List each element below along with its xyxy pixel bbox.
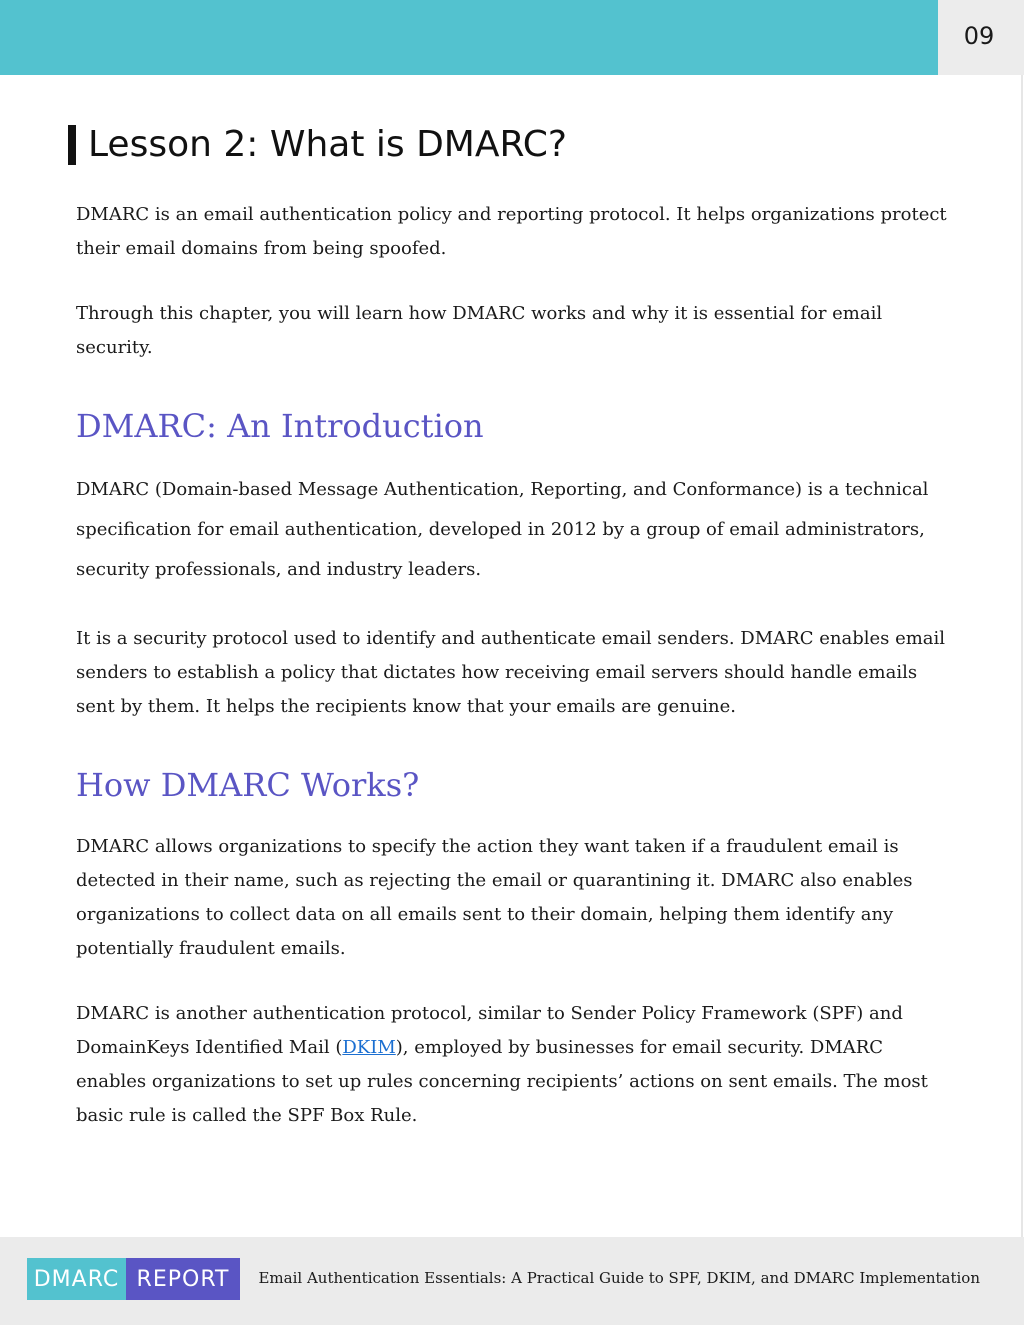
page-number-box [938,0,1024,75]
section-heading-how-it-works: How DMARC Works? [76,766,420,804]
how-it-works-paragraph-2 [76,997,956,1133]
title-accent-bar [68,125,76,165]
intro-paragraph-2: Through this chapter, you will learn how DMARC works and why it is essential for email security. [76,303,883,358]
introduction-paragraph-1: DMARC (Domain-based Message Authentication, Reporting, and Conformance) is a technical specification for email authentication, developed in 2012 by a group of email administrators, security professionals, and industry leaders. [76,479,929,580]
logo-report-part: REPORT [126,1258,240,1300]
header-bar [0,0,938,75]
logo-dmarc-part: DMARC [27,1258,126,1300]
footer-book-title: Email Authentication Essentials: A Practical Guide to SPF, DKIM, and DMARC Implementation [258,1269,980,1287]
lesson-title: Lesson 2: What is DMARC? [88,124,567,165]
intro-paragraph-1: DMARC is an email authentication policy and reporting protocol. It helps organizations protect their email domains from being spoofed. [76,204,947,259]
section-heading-introduction: DMARC: An Introduction [76,407,484,445]
how-it-works-paragraph-1: DMARC allows organizations to specify the action they want taken if a fraudulent email is detected in their name, such as rejecting the email or quarantining it. DMARC also enables organizations to collect data on all emails sent to their domain, helping them identify any potentially fraudulent emails. [76,836,913,959]
dmarc-report-logo [27,1258,240,1300]
page-number: 09 [963,22,995,50]
paragraph-text-end: ), employed by businesses for email security. DMARC enables organizations to set up rules concerning recipients’ actions on sent emails. The most basic rule is called the SPF Box Rule. [76,1037,928,1126]
footer [0,1237,1024,1325]
dkim-link[interactable]: DKIM [342,1037,396,1058]
introduction-paragraph-2: It is a security protocol used to identify and authenticate email senders. DMARC enables email senders to establish a policy that dictates how receiving email servers should handle emails sent by them. It helps the recipients know that your emails are genuine. [76,628,946,717]
lesson-title-block [68,122,567,168]
paragraph-text-start: DMARC is another authentication protocol, similar to Sender Policy Framework (SPF) and DomainKeys Identified Mail ( [76,1003,903,1058]
right-edge-rule [1021,75,1023,1237]
